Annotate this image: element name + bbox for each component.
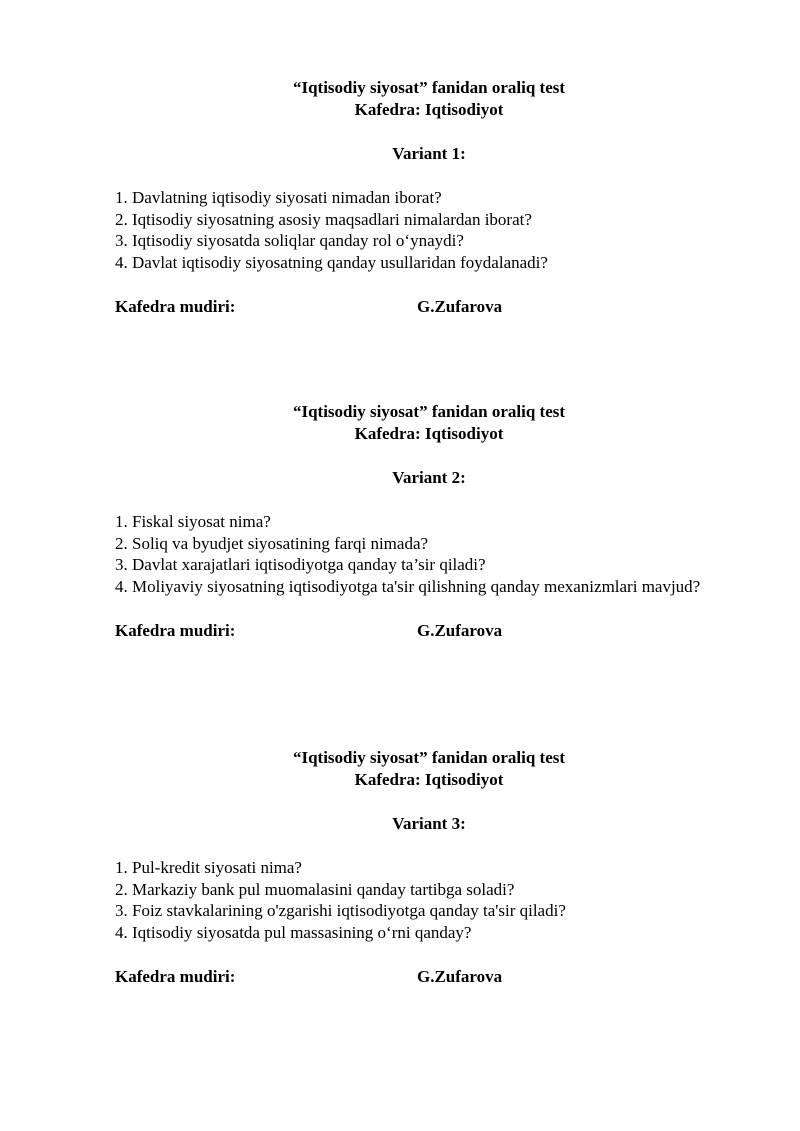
signature-label: Kafedra mudiri: [115,620,236,640]
question-item: 2. Iqtisodiy siyosatning asosiy maqsadlari nimalardan iborat? [115,209,532,229]
signature-name: G.Zufarova [417,296,503,316]
signature-name: G.Zufarova [417,966,503,986]
signature-label: Kafedra mudiri: [115,966,236,986]
question-item: 3. Foiz stavkalarining o'zgarishi iqtisodiyotga qanday ta'sir qiladi? [115,901,566,921]
question-item: 4. Davlat iqtisodiy siyosatning qanday usullaridan foydalanadi? [115,253,548,273]
test-title: “Iqtisodiy siyosat” fanidan oraliq test [292,748,566,767]
test-title: “Iqtisodiy siyosat” fanidan oraliq test [292,402,566,421]
question-list [115,187,743,274]
question-list [115,511,743,598]
question-list [115,857,743,944]
signature-label: Kafedra mudiri: [115,296,236,316]
variant-block-1 [115,77,743,318]
question-item: 3. Iqtisodiy siyosatda soliqlar qanday rol o‘ynaydi? [115,231,464,251]
signature-line [115,966,743,988]
variant-label: Variant 3: [392,814,466,833]
question-item: 1. Fiskal siyosat nima? [115,512,271,531]
department-name: Kafedra: Iqtisodiyot [354,770,504,789]
question-item: 3. Davlat xarajatlari iqtisodiyotga qanday ta’sir qiladi? [115,555,486,575]
variant-label: Variant 2: [392,468,466,487]
signature-name: G.Zufarova [417,620,503,640]
signature-line [115,296,743,318]
question-item: 2. Soliq va byudjet siyosatining farqi nimada? [115,533,429,553]
department-name: Kafedra: Iqtisodiyot [354,100,504,119]
signature-line [115,620,743,642]
question-item: 1. Pul-kredit siyosati nima? [115,858,302,877]
question-item: 4. Moliyaviy siyosatning iqtisodiyotga ta'sir qilishning qanday mexanizmlari mavjud? [115,577,701,597]
question-item: 1. Davlatning iqtisodiy siyosati nimadan iborat? [115,188,442,207]
variant-label: Variant 1: [392,144,466,163]
variant-block-3 [115,747,743,988]
question-item: 2. Markaziy bank pul muomalasini qanday tartibga soladi? [115,879,515,899]
test-title: “Iqtisodiy siyosat” fanidan oraliq test [292,78,566,97]
department-name: Kafedra: Iqtisodiyot [354,424,504,443]
question-item: 4. Iqtisodiy siyosatda pul massasining o‘rni qanday? [115,923,472,943]
variant-block-2 [115,401,743,642]
